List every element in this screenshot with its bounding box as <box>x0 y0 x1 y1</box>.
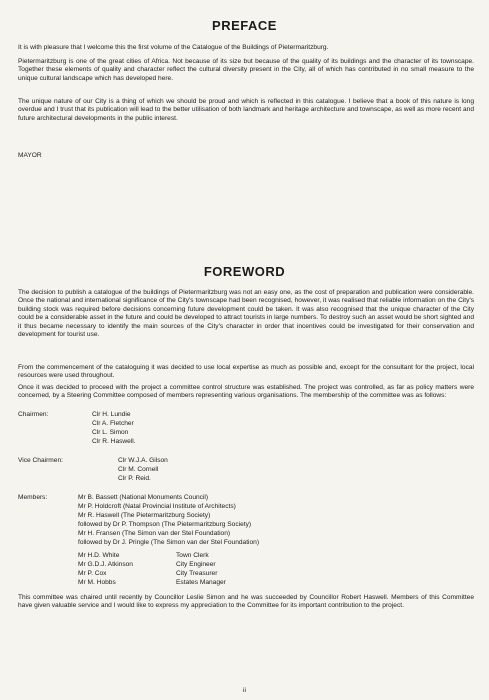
foreword-paragraph-2: From the commencement of the cataloguing it was decided to use local expertise as much as possible and, except for the consultant for the project, local resources were used throughout. <box>18 364 474 380</box>
foreword-heading: FOREWORD <box>203 264 286 279</box>
vice-chairman-item: Clr W.J.A. Gilson <box>118 457 168 464</box>
chairman-item: Clr L. Simon <box>92 429 129 436</box>
member-item: followed by Dr P. Thompson (The Pietermaritzburg Society) <box>78 521 252 528</box>
preface-heading: PREFACE <box>212 18 277 33</box>
foreword-closing-paragraph: This committee was chaired until recently by Councillor Leslie Simon and he was succeeded by Councillor Robert Haswell. Members of this Committee have given valuable service and I would like to express my appreciation to the Committee for its important contribution to the project. <box>18 594 474 610</box>
member-item: followed by Dr J. Pringle (The Simon van der Stel Foundation) <box>78 539 260 546</box>
member-item: Mr B. Bassett (National Monuments Council) <box>78 494 209 501</box>
member-item: Mr P. Holdcroft (Natal Provincial Institute of Architects) <box>78 503 236 510</box>
members-label: Members: <box>18 494 48 501</box>
official-role: Town Clerk <box>176 552 209 559</box>
preface-paragraph-3: The unique nature of our City is a thing of which we should be proud and which is reflected in this catalogue. I believe that a book of this nature is long overdue and I trust that its publication will lead to the better utilisation of both landmark and heritage architecture and townscape, as well as more recent and future architectural developments in the public interest. <box>18 98 474 122</box>
official-role: Estates Manager <box>176 579 226 586</box>
official-name: Mr H.D. White <box>78 552 120 559</box>
official-role: City Engineer <box>176 561 216 568</box>
official-name: Mr P. Cox <box>78 570 107 577</box>
foreword-paragraph-1: The decision to publish a catalogue of the buildings of Pietermaritzburg was not an easy one, as the cost of preparation and publication were considerable. Once the national and international significance of the City's townscape had been recognised, however, it was realised that reliable information on the City's building stock was required before decisions concerning future development could be taken. It was also recognised that the unique character of the City could be a considerable asset in the future and could be developed to attract tourists in large numbers. To destroy such an asset would be short sighted and it thus became necessary to identify the main sources of the City's character in order that incentives could be investigated for their conservation and development for tourist use. <box>18 289 474 339</box>
preface-paragraph-2: Pietermaritzburg is one of the great cities of Africa. Not because of its size but because of the quality of its buildings and the character of its townscape. Together these elements of quality and character reflect the cultural diversity present in the City, all of which has contributed in no small measure to the unique cultural landscape which has developed here. <box>18 58 474 82</box>
chairman-item: Clr H. Lundie <box>92 411 131 418</box>
official-role: City Treasurer <box>176 570 218 577</box>
official-name: Mr G.D.J. Atkinson <box>78 561 133 568</box>
vice-chairman-item: Clr P. Reid. <box>118 475 151 482</box>
member-item: Mr H. Fransen (The Simon van der Stel Foundation) <box>78 530 231 537</box>
chairman-item: Clr R. Haswell. <box>92 438 136 445</box>
foreword-paragraph-3: Once it was decided to proceed with the project a committee control structure was established. The project was controlled, as far as policy matters were concerned, by a Steering Committee composed of members representing various organisations. The membership of the committee was as follows: <box>18 384 474 400</box>
member-item: Mr R. Haswell (The Pietermaritzburg Society) <box>78 512 211 519</box>
preface-signature: MAYOR <box>18 152 42 159</box>
chairman-item: Clr A. Fletcher <box>92 420 134 427</box>
chairmen-label: Chairmen: <box>18 411 49 418</box>
vice-chairman-item: Clr M. Cornell <box>118 466 159 473</box>
vice-chairmen-label: Vice Chairmen: <box>18 457 63 464</box>
page-number: ii <box>243 687 246 694</box>
preface-paragraph-1: It is with pleasure that I welcome this the first volume of the Catalogue of the Buildings of Pietermaritzburg. <box>18 44 329 51</box>
official-name: Mr M. Hobbs <box>78 579 116 586</box>
